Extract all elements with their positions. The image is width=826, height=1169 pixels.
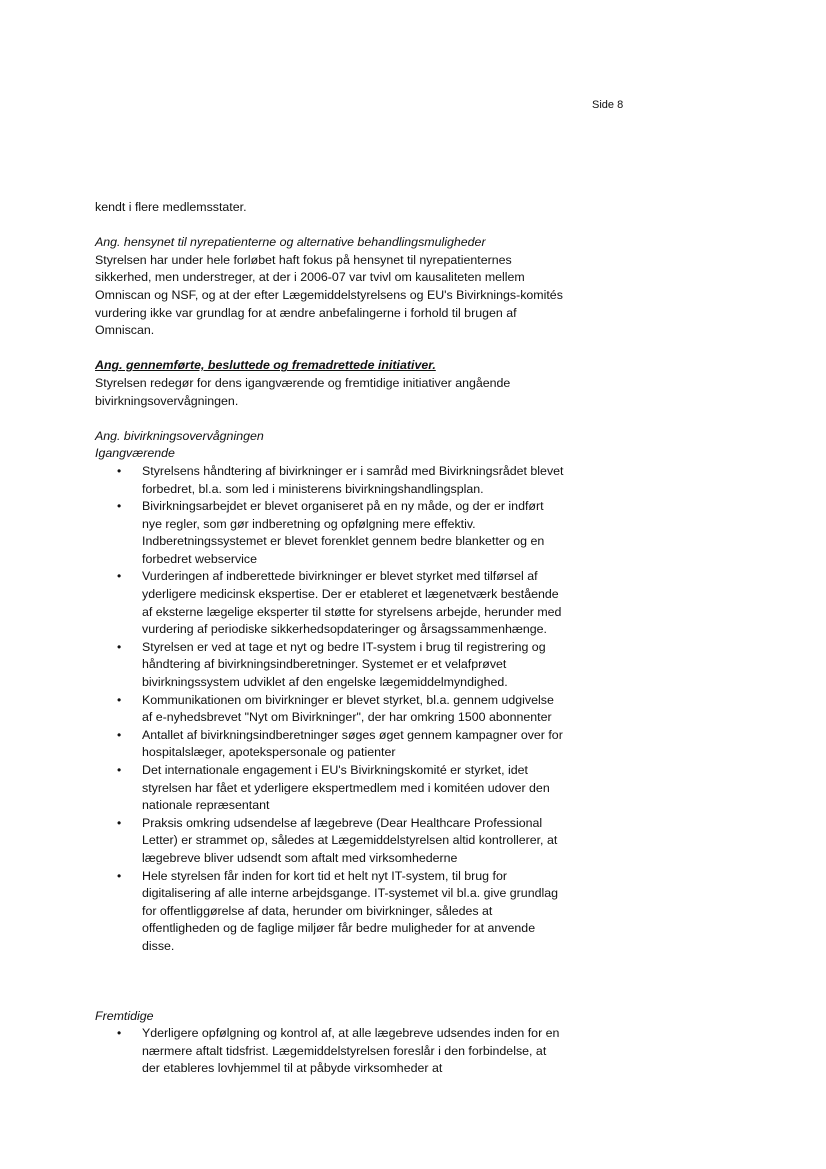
bullet-icon: • bbox=[117, 463, 122, 478]
list-item: • Vurderingen af indberettede bivirkninger er blevet styrket med tilførsel af yderligere medicinsk ekspertise. Der er etableret et lægenetværk bestående af eksterne lægelige eksperter til støtte for styrelsens arbejde, herunder med vurdering af periodiske sikkerhedsopdateringer og årsagssammenhænge. bbox=[117, 569, 562, 637]
bullet-icon: • bbox=[117, 569, 122, 584]
bullet-icon: • bbox=[117, 815, 122, 830]
list-current bbox=[95, 463, 565, 956]
bullet-icon: • bbox=[117, 1026, 122, 1041]
document-body bbox=[95, 199, 565, 1078]
section-body-initiatives: Styrelsen redegør for dens igangværende og fremtidige initiativer angående bivirkningsovervågningen. bbox=[95, 375, 511, 408]
page-number: Side 8 bbox=[592, 99, 624, 111]
bullet-icon: • bbox=[117, 639, 122, 654]
intro-paragraph: kendt i flere medlemsstater. bbox=[95, 200, 247, 214]
list-item: • Antallet af bivirkningsindberetninger søges øget gennem kampagner over for hospitalslæger, apotekspersonale og patienter bbox=[117, 727, 563, 760]
bullet-icon: • bbox=[117, 868, 122, 883]
list-item: • Yderligere opfølgning og kontrol af, at alle lægebreve udsendes inden for en nærmere aftalt tidsfrist. Lægemiddelstyrelsen foreslår i den forbindelse, at der etableres lovhjemmel til at påbyde virksomheder at bbox=[117, 1026, 560, 1076]
subheading-current: Igangværende bbox=[95, 446, 175, 461]
bullet-icon: • bbox=[117, 692, 122, 707]
list-item: • Hele styrelsen får inden for kort tid et helt nyt IT-system, til brug for digitalisering af alle interne arbejdsgange. IT-systemet vil bl.a. give grundlag for offentliggørelse af data, herunder om bivirkninger, således at offentligheden og de faglige miljøer får bedre muligheder for at anvende disse. bbox=[117, 868, 559, 953]
list-item: • Styrelsens håndtering af bivirkninger er i samråd med Bivirkningsrådet blevet forbedret, bl.a. som led i ministerens bivirkningshandlingsplan. bbox=[117, 463, 564, 496]
list-item: • Det internationale engagement i EU's Bivirkningskomité er styrket, idet styrelsen har fået et yderligere ekspertmedlem med i komitéen udover den nationale repræsentant bbox=[117, 763, 550, 813]
bullet-icon: • bbox=[117, 727, 122, 742]
list-item: • Bivirkningsarbejdet er blevet organiseret på en ny måde, og der er indført nye regler, som gør indberetning og opfølgning mere effektiv. Indberetningssystemet er blevet forenklet gennem bedre blanketter og en forbedret webservice bbox=[117, 499, 545, 566]
bullet-icon: • bbox=[117, 763, 122, 777]
list-future bbox=[95, 1025, 565, 1078]
section-heading-patients: Ang. hensynet til nyrepatienterne og alternative behandlingsmuligheder bbox=[95, 235, 486, 250]
list-item: • Kommunikationen om bivirkninger er blevet styrket, bl.a. gennem udgivelse af e-nyhedsbrevet "Nyt om Bivirkninger", der har omkring 1500 abonnenter bbox=[117, 692, 554, 725]
section-heading-initiatives: Ang. gennemførte, besluttede og fremadrettede initiativer. bbox=[95, 358, 436, 373]
section-body-patients: Styrelsen har under hele forløbet haft fokus på hensynet til nyrepatienternes sikkerhed, men understreger, at der i 2006-07 var tvivl om kausaliteten mellem Omniscan og NSF, og at der efter Lægemiddelstyrelsens og EU's Bivirknings-komités vurdering ikke var grundlag for at ændre anbefalingerne i forhold til brugen af Omniscan. bbox=[95, 252, 563, 338]
bullet-icon: • bbox=[117, 499, 122, 514]
subheading-future: Fremtidige bbox=[95, 1008, 154, 1023]
list-item: • Styrelsen er ved at tage et nyt og bedre IT-system i brug til registrering og håndtering af bivirkningsindberetninger. Systemet er et velafprøvet bivirkningssystem udviklet af den engelske lægemiddelmyndighed. bbox=[117, 639, 546, 690]
list-item: • Praksis omkring udsendelse af lægebreve (Dear Healthcare Professional Letter) er strammet op, således at Lægemiddelstyrelsen altid kontrollerer, at lægebreve bliver udsendt som aftalt med virksomhederne bbox=[117, 815, 558, 865]
section-heading-monitoring: Ang. bivirkningsovervågningen bbox=[95, 428, 264, 443]
